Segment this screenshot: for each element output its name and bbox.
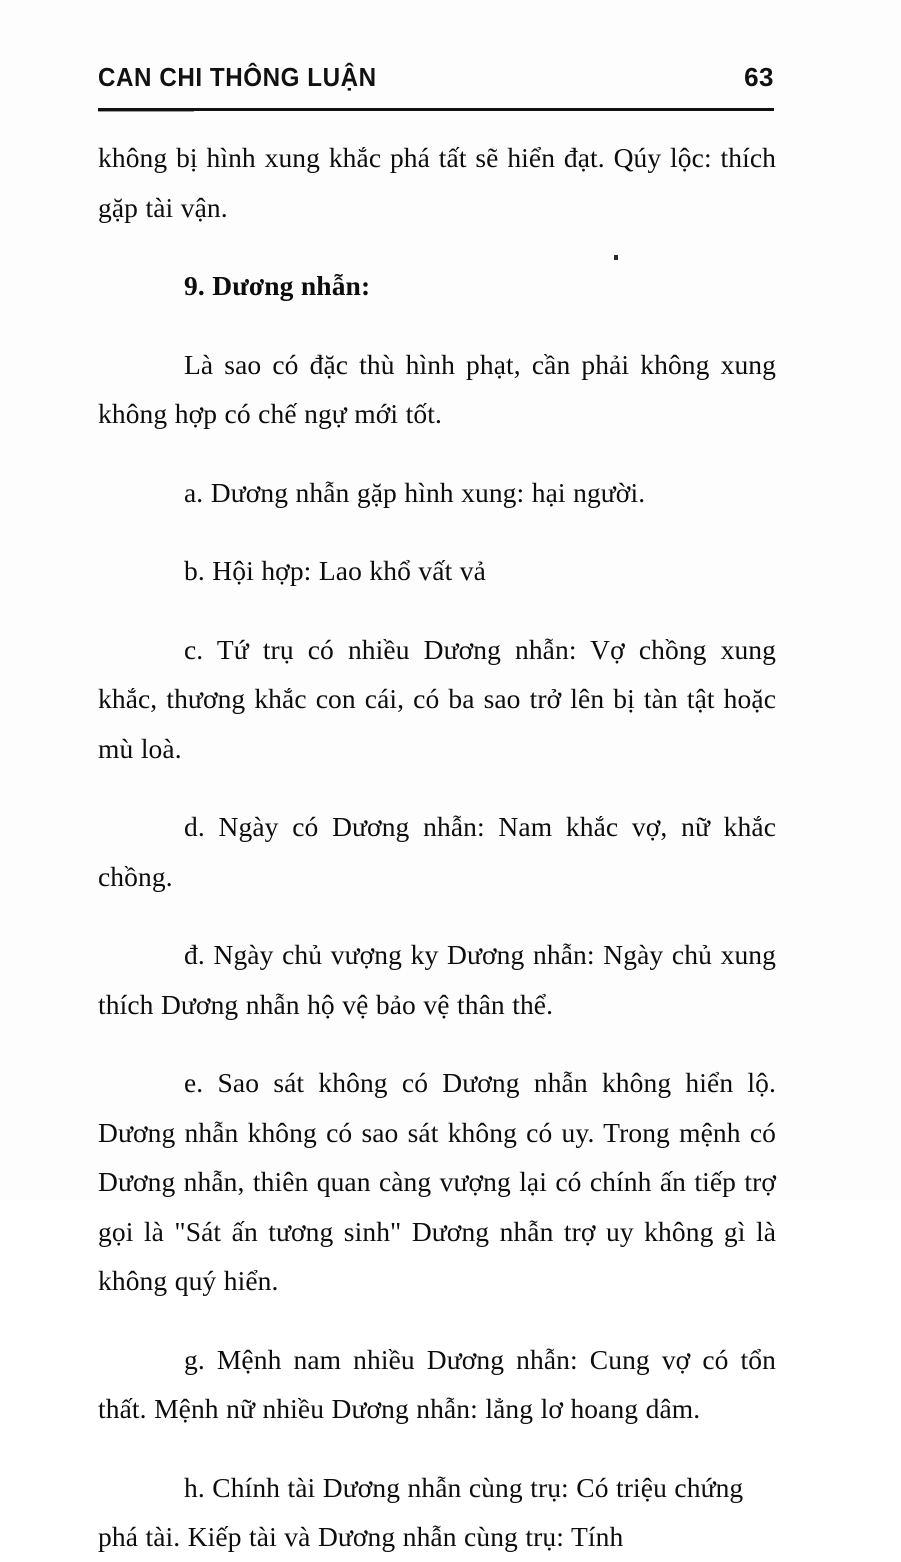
- header-divider-rule: [98, 108, 774, 111]
- running-title: CAN CHI THÔNG LUẬN: [98, 62, 377, 92]
- list-item-h: h. Chính tài Dương nhẫn cùng trụ: Có triệu chứng phá tài. Kiếp tài và Dương nhẫn cùng trụ: Tính: [98, 1471, 744, 1552]
- list-item-dd: đ. Ngày chủ vượng ky Dương nhẫn: Ngày chủ xung thích Dương nhẫn hộ vệ bảo vệ thân thể.: [98, 939, 776, 1020]
- scan-artifact-dot: [614, 255, 618, 260]
- list-item-g: g. Mệnh nam nhiều Dương nhẫn: Cung vợ có tổn thất. Mệnh nữ nhiều Dương nhẫn: lẳng lơ hoang dâm.: [98, 1343, 776, 1424]
- list-item-e: e. Sao sát không có Dương nhẫn không hiển lộ. Dương nhẫn không có sao sát không có uy. Trong mệnh có Dương nhẫn, thiên quan càng vượng lại có chính ấn tiếp trợ gọi là "Sát ấn tương sinh" Dương nhẫn trợ uy không gì là không quý hiển.: [98, 1067, 776, 1296]
- section-heading-9-duong-nhan: 9. Dương nhẫn:: [184, 270, 371, 301]
- list-item-b: b. Hội hợp: Lao khổ vất vả: [184, 555, 486, 586]
- list-item-c: c. Tứ trụ có nhiều Dương nhẫn: Vợ chồng xung khắc, thương khắc con cái, có ba sao trở lên bị tàn tật hoặc mù loà.: [98, 633, 776, 764]
- paragraph-quy-loc: không bị hình xung khắc phá tất sẽ hiển đạt. Qúy lộc: thích gặp tài vận.: [98, 142, 776, 223]
- body-text-column: [98, 133, 776, 1562]
- list-item-d: d. Ngày có Dương nhẫn: Nam khắc vợ, nữ khắc chồng.: [98, 811, 776, 892]
- list-item-a: a. Dương nhẫn gặp hình xung: hại người.: [184, 476, 646, 508]
- page-number: 63: [744, 62, 774, 92]
- page-header: [98, 62, 774, 112]
- paragraph-dac-thu-hinh-phat: Là sao có đặc thù hình phạt, cần phải không xung không hợp có chế ngự mới tốt.: [98, 348, 776, 429]
